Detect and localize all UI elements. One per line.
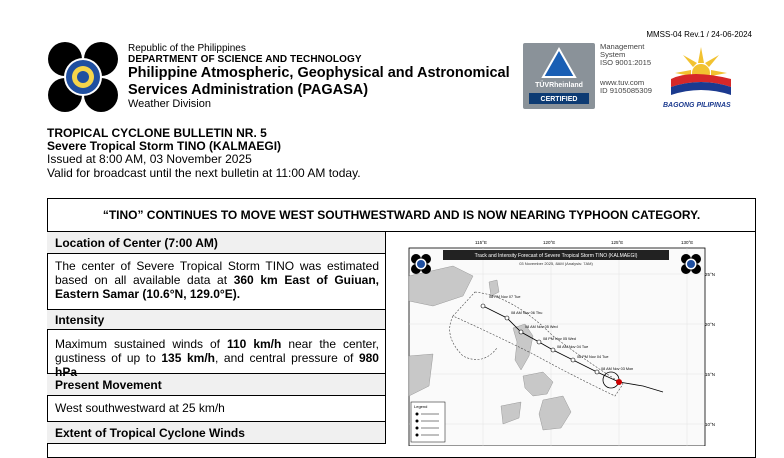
lat-tick: 20°N	[705, 322, 716, 327]
intensity-part: Maximum sustained winds of	[55, 337, 227, 351]
forecast-label: 08 AM Nov 05 Wed	[525, 325, 558, 329]
agency-name-line1: Philippine Atmospheric, Geophysical and Astronomical	[128, 65, 510, 82]
extent-header: Extent of Tropical Cyclone Winds	[47, 422, 386, 444]
cert-url: www.tuv.com	[600, 77, 645, 87]
validity-text: Valid for broadcast until the next bulletin at 11:00 AM today.	[47, 165, 361, 180]
details-column	[47, 232, 386, 444]
cert-line2: System	[600, 50, 626, 60]
tuv-certified-label: CERTIFIED	[540, 96, 578, 103]
cert-line3: ISO 9001:2015	[600, 58, 652, 68]
max-winds: 110 km/h	[226, 337, 282, 351]
intensity-header: Intensity	[47, 310, 386, 330]
forecast-label: 08 PM Nov 04 Tue	[577, 355, 609, 359]
storm-name: Severe Tropical Storm TINO (KALMAEGI)	[47, 139, 282, 154]
cert-line1: Management	[600, 42, 645, 51]
intensity-text	[47, 330, 386, 379]
intensity-part: , and central pressure of	[214, 350, 359, 365]
bulletin-headline: “TINO” CONTINUES TO MOVE WEST SOUTHWESTWARD AND IS NOW NEARING TYPHOON CATEGORY.	[102, 208, 701, 222]
bagong-pilipinas-label: BAGONG PILIPINAS	[663, 102, 731, 109]
map-title: Track and Intensity Forecast of Severe Tropical Storm TINO (KALMAEGI)	[474, 253, 638, 259]
forecast-label: 08 PM Nov 07 Tue	[489, 295, 521, 299]
republic-line: Republic of the Philippines	[128, 43, 246, 54]
location-prefix: The center of Severe Tropical Storm TINO was estimated based on all available data at	[55, 259, 379, 287]
agency-name-line2: Services Administration (PAGASA)	[128, 81, 369, 98]
iso-certification-text	[600, 43, 652, 95]
gustiness: 135 km/h	[161, 350, 215, 365]
lon-tick: 115°E	[475, 240, 487, 245]
tuv-brand: TÜVRheinland	[535, 82, 583, 89]
tuv-triangle-icon	[523, 43, 595, 109]
lat-tick: 10°N	[705, 422, 716, 427]
agency-header	[128, 43, 510, 110]
map-subtitle: 03 November 2025, 8AM (Analysis: 7AM)	[519, 261, 593, 266]
movement-header: Present Movement	[47, 374, 386, 396]
tuv-certification-badge	[523, 43, 595, 109]
movement-text: West southwestward at 25 km/h	[47, 396, 386, 422]
central-pressure: 980 hPa	[55, 350, 379, 379]
lat-tick: 15°N	[705, 372, 716, 377]
lon-tick: 130°E	[681, 240, 694, 245]
forecast-label: 08 AM Nov 04 Tue	[557, 345, 589, 349]
location-text	[47, 254, 386, 310]
location-header: Location of Center (7:00 AM)	[47, 232, 386, 254]
lat-tick: 25°N	[705, 272, 716, 277]
bulletin-title: TROPICAL CYCLONE BULLETIN NR. 5	[47, 126, 267, 140]
lon-tick: 120°E	[543, 240, 556, 245]
legend-title: Legend	[414, 404, 428, 409]
lon-tick: 125°E	[611, 240, 624, 245]
map-svg	[393, 236, 733, 446]
cert-id: ID 9105085309	[600, 85, 652, 95]
issued-time: Issued at 8:00 AM, 03 November 2025	[47, 152, 252, 167]
location-coordinates: 360 km East of Guiuan, Eastern Samar (10.6°N, 129.0°E).	[55, 272, 379, 301]
bagong-pilipinas-logo	[665, 43, 737, 111]
forecast-label: 08 AM Nov 06 Thu	[511, 311, 543, 315]
department-line: DEPARTMENT OF SCIENCE AND TECHNOLOGY	[128, 54, 362, 66]
pagasa-logo	[47, 41, 119, 113]
intensity-part: near the center, gustiness of up to	[55, 337, 380, 365]
bulletin-info	[47, 127, 361, 180]
division-line: Weather Division	[128, 97, 211, 110]
forecast-label: 08 AM Nov 03 Mon	[601, 367, 634, 371]
forecast-label: 08 PM Nov 05 Wed	[543, 337, 576, 341]
document-reference: MMSS-04 Rev.1 / 24-06-2024	[646, 30, 752, 39]
track-forecast-map	[393, 236, 733, 446]
